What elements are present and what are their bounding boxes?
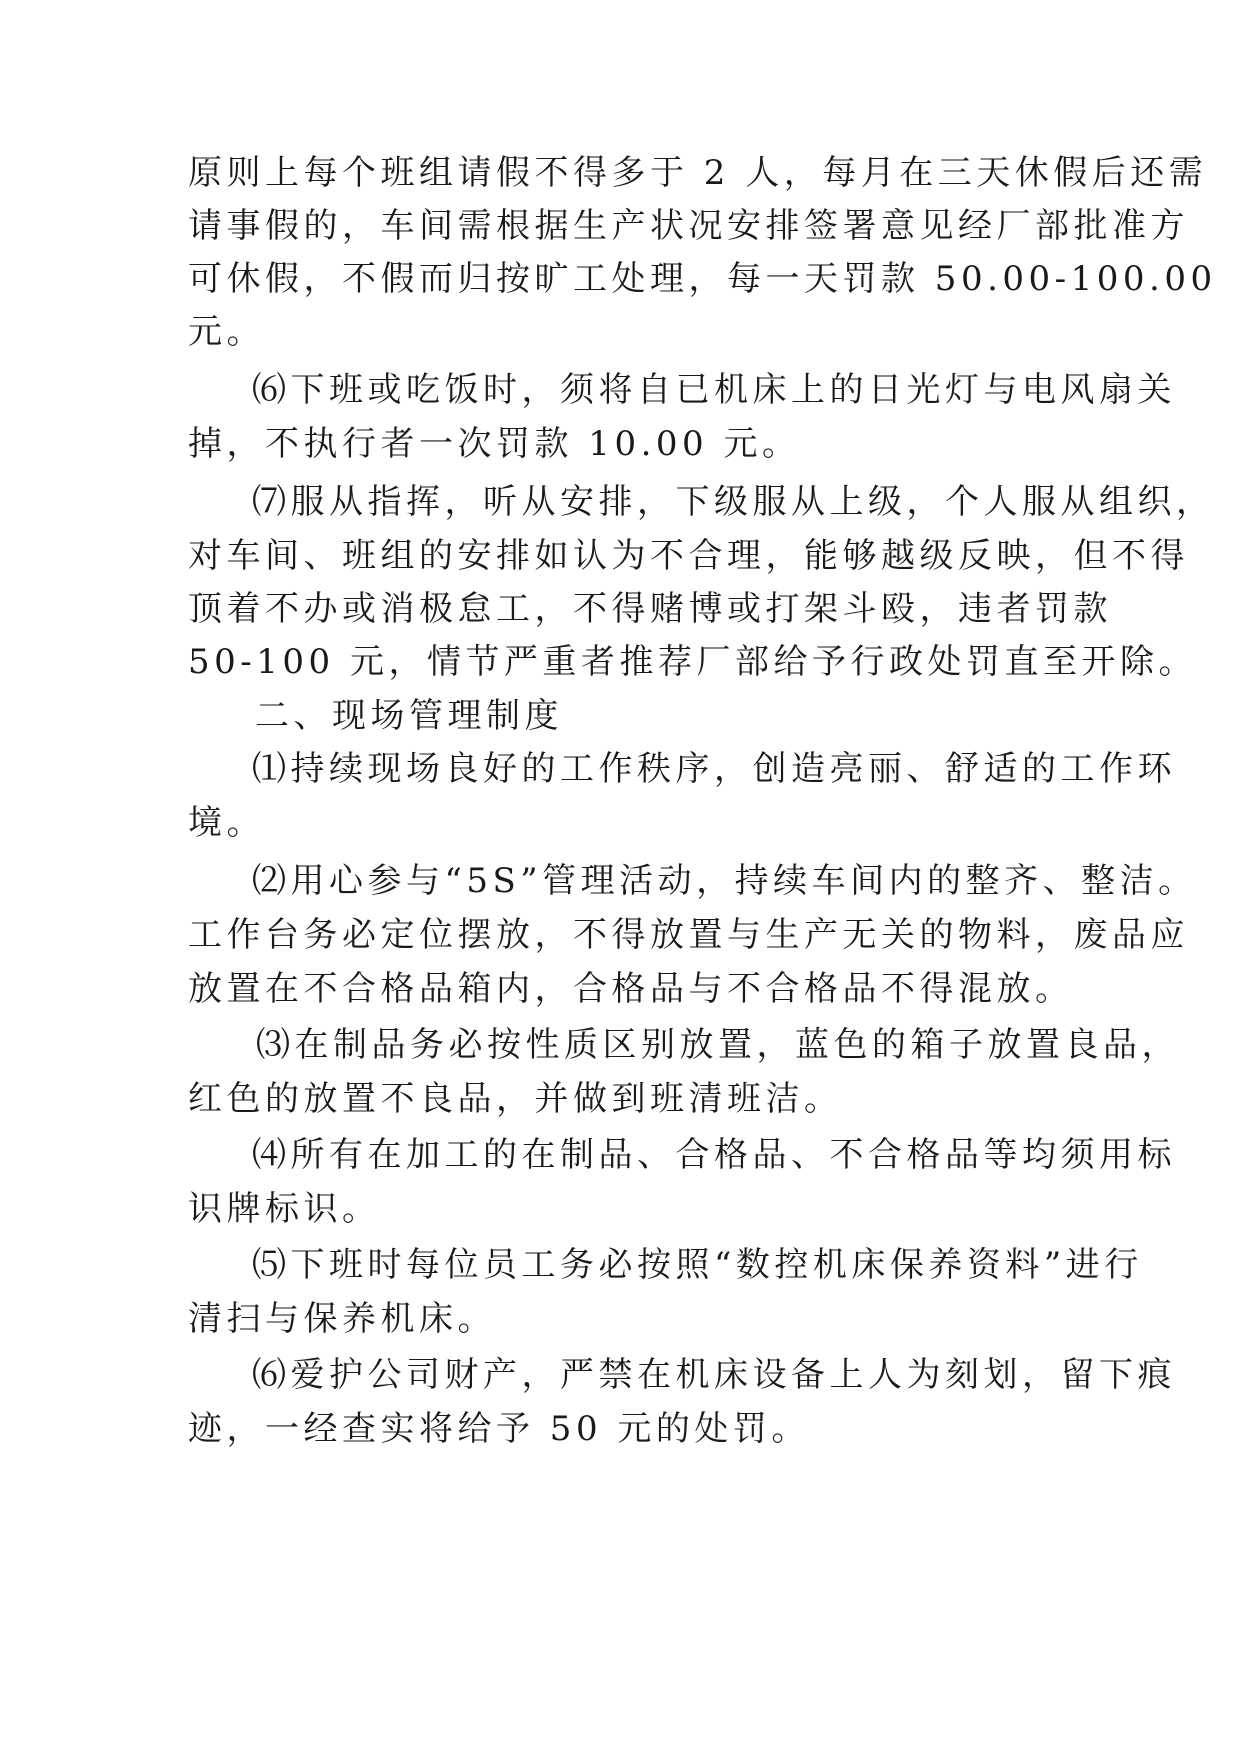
paragraph-line: 原则上每个班组请假不得多于 2 人，每月在三天休假后还需: [188, 153, 1208, 193]
paragraph-line: ⑶在制品务必按性质区别放置，蓝色的箱子放置良品，: [256, 1025, 1180, 1065]
paragraph-line: ⑹下班或吃饭时，须将自已机床上的日光灯与电风扇关: [252, 370, 1176, 410]
paragraph-line: ⑹爱护公司财产，严禁在机床设备上人为刻划，留下痕: [252, 1355, 1176, 1395]
paragraph-line: ⑺服从指挥，听从安排，下级服从上级，个人服从组织，: [252, 482, 1215, 522]
section-heading: 二、现场管理制度: [255, 696, 563, 736]
paragraph-line: 红色的放置不良品，并做到班清班洁。: [188, 1079, 843, 1119]
paragraph-line: 对车间、班组的安排如认为不合理，能够越级反映，但不得: [188, 536, 1189, 576]
paragraph-line: 50-100 元，情节严重者推荐厂部给予行政处罚直至开除。: [188, 642, 1197, 682]
paragraph-line: 工作台务必定位摆放，不得放置与生产无关的物料，废品应: [188, 915, 1189, 955]
paragraph-line: 掉，不执行者一次罚款 10.00 元。: [188, 424, 801, 464]
paragraph-line: ⑸下班时每位员工务必按照“数控机床保养资料”进行: [252, 1245, 1143, 1285]
paragraph-line: ⑴持续现场良好的工作秩序，创造亮丽、舒适的工作环: [252, 749, 1176, 789]
paragraph-line: 顶着不办或消极怠工，不得赌博或打架斗殴，违者罚款: [188, 589, 1112, 629]
paragraph-line: 境。: [188, 803, 265, 843]
paragraph-line: 可休假，不假而归按旷工处理，每一天罚款 50.00-100.00: [188, 259, 1217, 299]
paragraph-line: 放置在不合格品箱内，合格品与不合格品不得混放。: [188, 969, 1074, 1009]
paragraph-line: 迹，一经查实将给予 50 元的处罚。: [188, 1409, 810, 1449]
paragraph-line: 请事假的，车间需根据生产状况安排签署意见经厂部批准方: [188, 206, 1189, 246]
paragraph-line: 元。: [188, 312, 265, 352]
paragraph-line: ⑷所有在加工的在制品、合格品、不合格品等均须用标: [252, 1135, 1176, 1175]
paragraph-line: 清扫与保养机床。: [188, 1299, 496, 1339]
paragraph-line: ⑵用心参与“5S”管理活动，持续车间内的整齐、整洁。: [252, 861, 1197, 901]
paragraph-line: 识牌标识。: [188, 1189, 381, 1229]
